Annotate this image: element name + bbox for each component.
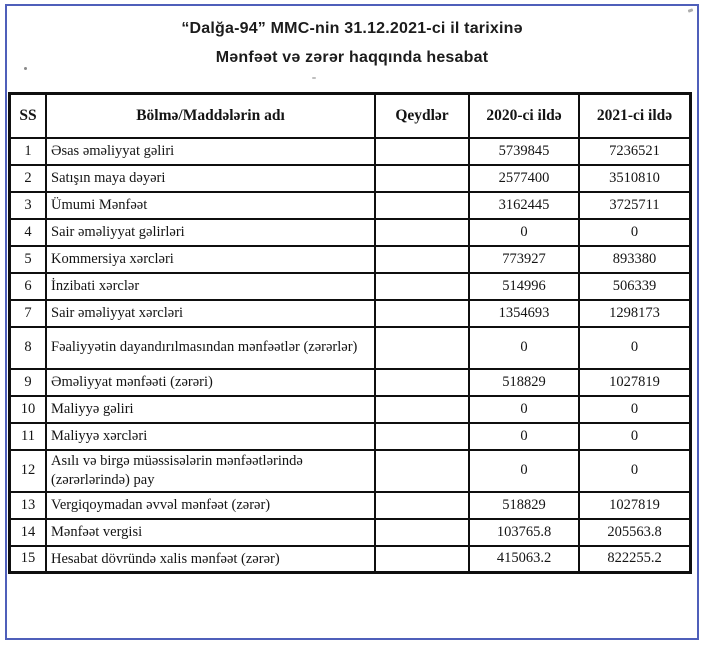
row-name: Kommersiya xərcləri — [46, 246, 375, 273]
row-name: Maliyyə gəliri — [46, 396, 375, 423]
row-number: 6 — [10, 273, 47, 300]
row-qeydler — [375, 192, 469, 219]
table-row — [10, 273, 691, 300]
row-2020: 518829 — [469, 369, 579, 396]
row-number: 9 — [10, 369, 47, 396]
row-qeydler — [375, 519, 469, 546]
row-qeydler — [375, 369, 469, 396]
row-2020: 518829 — [469, 492, 579, 519]
row-number: 8 — [10, 327, 47, 369]
row-2021: 893380 — [579, 246, 691, 273]
row-name: Hesabat dövründə xalis mənfəət (zərər) — [46, 546, 375, 573]
row-qeydler — [375, 138, 469, 165]
row-2021: 506339 — [579, 273, 691, 300]
table-row — [10, 396, 691, 423]
row-2021: 0 — [579, 327, 691, 369]
row-2020: 0 — [469, 423, 579, 450]
header-name: Bölmə/Maddələrin adı — [46, 94, 375, 138]
row-qeydler — [375, 273, 469, 300]
row-2021: 0 — [579, 423, 691, 450]
row-qeydler — [375, 396, 469, 423]
row-2020: 773927 — [469, 246, 579, 273]
row-number: 7 — [10, 300, 47, 327]
row-number: 2 — [10, 165, 47, 192]
row-2021: 1027819 — [579, 369, 691, 396]
row-number: 1 — [10, 138, 47, 165]
row-number: 12 — [10, 450, 47, 492]
row-2020: 5739845 — [469, 138, 579, 165]
row-number: 3 — [10, 192, 47, 219]
row-number: 10 — [10, 396, 47, 423]
header-ss: SS — [10, 94, 47, 138]
row-qeydler — [375, 327, 469, 369]
row-name: Asılı və birgə müəssisələrin mənfəətlərində (zərərlərində) pay — [46, 450, 375, 492]
row-name: Mənfəət vergisi — [46, 519, 375, 546]
table-row — [10, 138, 691, 165]
row-name: Maliyyə xərcləri — [46, 423, 375, 450]
row-qeydler — [375, 450, 469, 492]
row-name: İnzibati xərclər — [46, 273, 375, 300]
table-row — [10, 423, 691, 450]
table-row — [10, 327, 691, 369]
row-qeydler — [375, 246, 469, 273]
header-2021: 2021-ci ildə — [579, 94, 691, 138]
row-2020: 2577400 — [469, 165, 579, 192]
row-2021: 0 — [579, 219, 691, 246]
row-2021: 0 — [579, 450, 691, 492]
row-2021: 3725711 — [579, 192, 691, 219]
table-row — [10, 450, 691, 492]
row-2020: 1354693 — [469, 300, 579, 327]
row-qeydler — [375, 165, 469, 192]
row-number: 13 — [10, 492, 47, 519]
row-2020: 0 — [469, 396, 579, 423]
row-2021: 1298173 — [579, 300, 691, 327]
row-2020: 3162445 — [469, 192, 579, 219]
row-name: Satışın maya dəyəri — [46, 165, 375, 192]
row-name: Fəaliyyətin dayandırılmasından mənfəətlər (zərərlər) — [46, 327, 375, 369]
table-row — [10, 165, 691, 192]
report-title — [7, 14, 697, 72]
row-number: 14 — [10, 519, 47, 546]
row-qeydler — [375, 546, 469, 573]
row-number: 11 — [10, 423, 47, 450]
table-row — [10, 546, 691, 573]
header-qeydler: Qeydlər — [375, 94, 469, 138]
row-2020: 0 — [469, 450, 579, 492]
row-name: Vergiqoymadan əvvəl mənfəət (zərər) — [46, 492, 375, 519]
report-title-line2: Mənfəət və zərər haqqında hesabat — [215, 49, 489, 66]
row-number: 4 — [10, 219, 47, 246]
row-2020: 0 — [469, 219, 579, 246]
scan-speck — [312, 77, 316, 79]
row-qeydler — [375, 492, 469, 519]
row-name: Ümumi Mənfəət — [46, 192, 375, 219]
report-title-line1: “Dalğa-94” MMC-nin 31.12.2021-ci il tarixinə — [181, 20, 523, 37]
table-header-row — [10, 94, 691, 138]
row-name: Sair əməliyyat xərcləri — [46, 300, 375, 327]
row-2020: 415063.2 — [469, 546, 579, 573]
row-2021: 3510810 — [579, 165, 691, 192]
row-name: Sair əməliyyat gəlirləri — [46, 219, 375, 246]
row-number: 15 — [10, 546, 47, 573]
row-number: 5 — [10, 246, 47, 273]
table-row — [10, 246, 691, 273]
row-2020: 514996 — [469, 273, 579, 300]
table-row — [10, 192, 691, 219]
row-2021: 205563.8 — [579, 519, 691, 546]
table-row — [10, 492, 691, 519]
table-row — [10, 519, 691, 546]
row-2021: 1027819 — [579, 492, 691, 519]
table-row — [10, 219, 691, 246]
row-2020: 0 — [469, 327, 579, 369]
table-row — [10, 369, 691, 396]
page-border-frame — [5, 4, 699, 640]
row-qeydler — [375, 300, 469, 327]
header-2020: 2020-ci ildə — [469, 94, 579, 138]
profit-loss-table — [8, 92, 692, 574]
row-qeydler — [375, 423, 469, 450]
row-2021: 822255.2 — [579, 546, 691, 573]
row-2021: 7236521 — [579, 138, 691, 165]
scan-speck — [24, 67, 27, 70]
table-row — [10, 300, 691, 327]
row-2021: 0 — [579, 396, 691, 423]
row-name: Əməliyyat mənfəəti (zərəri) — [46, 369, 375, 396]
row-2020: 103765.8 — [469, 519, 579, 546]
row-qeydler — [375, 219, 469, 246]
row-name: Əsas əməliyyat gəliri — [46, 138, 375, 165]
